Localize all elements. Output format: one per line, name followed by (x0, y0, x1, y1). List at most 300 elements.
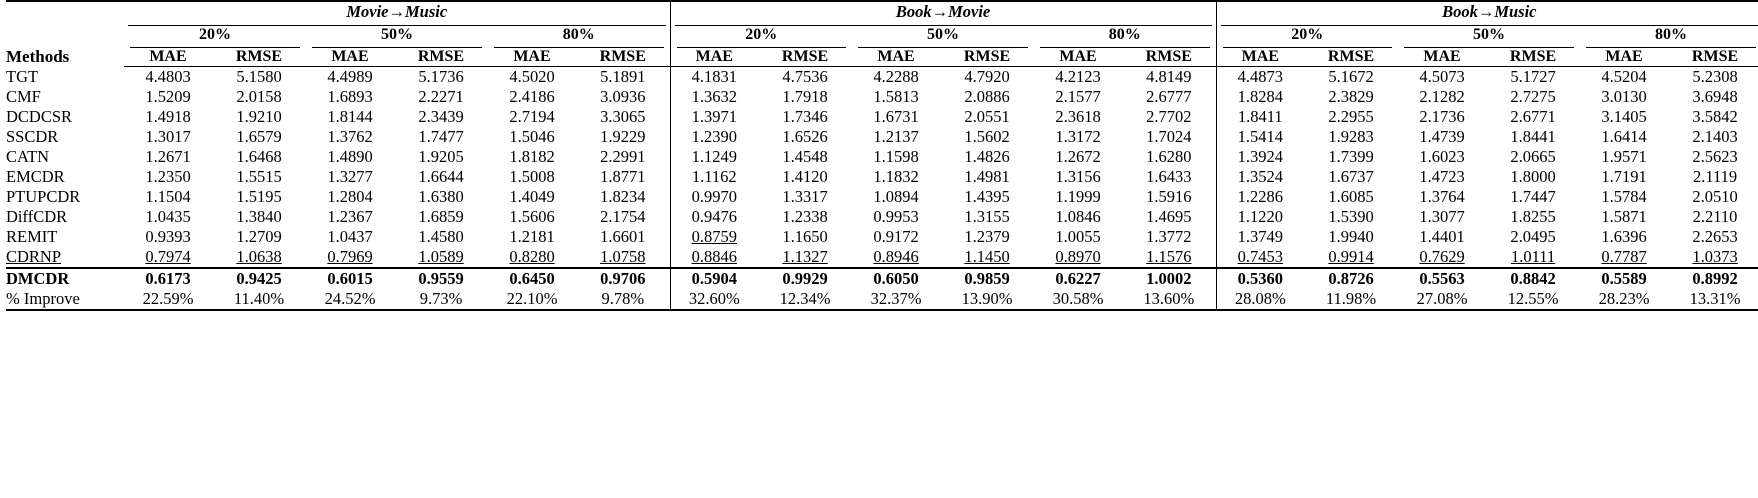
table-cell: 1.9205 (418, 147, 464, 166)
table-cell: 13.31% (1668, 289, 1758, 310)
ratio-0-0 (124, 26, 306, 48)
table-cell: 1.2390 (670, 127, 758, 147)
metric-7: RMSE (758, 48, 852, 67)
table-cell: 2.1282 (1419, 87, 1465, 106)
table-cell: 1.6601 (600, 227, 646, 246)
table-cell: 1.7024 (1146, 127, 1192, 146)
table-cell: 0.5904 (670, 268, 758, 289)
table-cell: 0.9706 (576, 268, 670, 289)
table-cell: 0.6173 (124, 268, 212, 289)
table-cell: 1.3017 (145, 127, 191, 146)
table-cell: 13.60% (1122, 289, 1216, 310)
table-row (6, 227, 1758, 247)
table-cell: 2.0510 (1692, 187, 1738, 206)
table-cell: 1.2181 (509, 227, 555, 246)
table-cell: 22.10% (488, 289, 576, 310)
table-cell: 1.1162 (670, 167, 758, 187)
table-cell: 1.5046 (509, 127, 555, 146)
table-cell: 1.8144 (327, 107, 373, 126)
table-cell: 1.1249 (670, 147, 758, 167)
table-cell: 0.9859 (940, 268, 1034, 289)
table-cell: 30.58% (1034, 289, 1122, 310)
table-cell: 1.6280 (1146, 147, 1192, 166)
table-cell: 2.2653 (1692, 227, 1738, 246)
table-cell: 1.1650 (782, 227, 828, 246)
table-cell: 4.4803 (145, 67, 191, 86)
table-cell: 0.9393 (145, 227, 191, 246)
table-cell: 11.98% (1304, 289, 1398, 310)
ratio-2-2 (1580, 26, 1758, 48)
table-cell: 1.6859 (418, 207, 464, 226)
table-cell: 1.9571 (1601, 147, 1647, 166)
table-cell: 2.2271 (418, 87, 464, 106)
table-cell (576, 247, 670, 268)
table-cell: 12.55% (1486, 289, 1580, 310)
cell-value: 0.7974 (145, 247, 191, 266)
table-cell: 32.37% (852, 289, 940, 310)
cell-value: 1.0758 (600, 247, 646, 266)
cell-value: 0.7453 (1237, 247, 1283, 266)
table-cell: 1.4890 (327, 147, 373, 166)
table-cell: 0.8726 (1304, 268, 1398, 289)
table-cell: 1.3924 (1216, 147, 1304, 167)
group-header-1 (670, 1, 1216, 26)
table-cell: 1.3172 (1055, 127, 1101, 146)
table-cell: 4.4873 (1216, 67, 1304, 88)
table-cell: 0.5589 (1580, 268, 1668, 289)
table-cell: 1.1220 (1216, 207, 1304, 227)
ratio-1-0-label: 20% (677, 26, 847, 48)
table-cell: 28.08% (1216, 289, 1304, 310)
table-cell: 1.2804 (327, 187, 373, 206)
group-header-0-label: Movie→Music (128, 2, 666, 26)
table-cell: 1.8284 (1216, 87, 1304, 107)
table-cell: 1.7399 (1328, 147, 1374, 166)
table-cell: 2.4186 (509, 87, 555, 106)
table-cell: 1.3077 (1419, 207, 1465, 226)
table-cell: 2.6771 (1510, 107, 1556, 126)
metric-5: RMSE (576, 48, 670, 67)
row-method-label: DMCDR (6, 268, 124, 289)
table-cell: 4.7920 (964, 67, 1010, 86)
cell-value: 0.8946 (873, 247, 919, 266)
table-row (6, 247, 1758, 268)
table-header (6, 1, 1758, 67)
table-cell: 1.2137 (873, 127, 919, 146)
table-cell: 4.4989 (327, 67, 373, 86)
table-cell: 1.5195 (236, 187, 282, 206)
table-cell: 1.6644 (418, 167, 464, 186)
table-cell: 1.4548 (782, 147, 828, 166)
ratio-1-0 (670, 26, 852, 48)
metric-10: MAE (1034, 48, 1122, 67)
table-cell: 5.1891 (600, 67, 646, 86)
table-cell: 1.5916 (1146, 187, 1192, 206)
table-cell: 1.5515 (236, 167, 282, 186)
table-row (6, 87, 1758, 107)
table-cell: 1.6023 (1419, 147, 1465, 166)
metric-9: RMSE (940, 48, 1034, 67)
cell-value: 1.0373 (1692, 247, 1738, 266)
table-cell: 0.9970 (670, 187, 758, 207)
results-table (6, 0, 1758, 311)
table-cell: 1.6414 (1601, 127, 1647, 146)
row-method-label: EMCDR (6, 167, 65, 186)
table-cell: 2.7275 (1510, 87, 1556, 106)
table-cell: 4.5020 (509, 67, 555, 86)
table-cell (940, 247, 1034, 268)
table-cell: 1.4918 (145, 107, 191, 126)
ratio-0-1 (306, 26, 488, 48)
table-cell: 1.7346 (782, 107, 828, 126)
table-cell: 0.6015 (306, 268, 394, 289)
table-row (6, 167, 1758, 187)
table-cell: 2.7702 (1146, 107, 1192, 126)
table-cell: 4.2288 (873, 67, 919, 86)
table-cell (1580, 247, 1668, 268)
table-cell: 1.3156 (1055, 167, 1101, 186)
table-cell: 1.8771 (600, 167, 646, 186)
table-cell: 1.2338 (782, 207, 828, 226)
table-cell: 24.52% (306, 289, 394, 310)
table-cell: 3.3065 (600, 107, 646, 126)
table-cell: 2.0665 (1510, 147, 1556, 166)
table-cell: 1.6579 (236, 127, 282, 146)
table-row (6, 147, 1758, 167)
ratio-2-1-label: 50% (1404, 26, 1574, 48)
table-cell: 9.78% (576, 289, 670, 310)
ratio-2-1 (1398, 26, 1580, 48)
table-cell: 0.5360 (1216, 268, 1304, 289)
table-cell: 1.4695 (1146, 207, 1192, 226)
table-cell: 1.3524 (1216, 167, 1304, 187)
table-cell: 3.6948 (1692, 87, 1738, 106)
table-cell: 1.4723 (1419, 167, 1465, 186)
table-cell: 2.2110 (1692, 207, 1738, 226)
table-row (6, 207, 1758, 227)
cell-value: 0.9914 (1328, 247, 1374, 266)
table-cell (1486, 247, 1580, 268)
cell-value: 0.8759 (691, 227, 737, 246)
table-cell: 1.0435 (145, 207, 191, 226)
ratio-1-1 (852, 26, 1034, 48)
table-cell: 1.3632 (670, 87, 758, 107)
table-cell: 1.3772 (1146, 227, 1192, 246)
table-cell (394, 247, 488, 268)
table-cell: 22.59% (124, 289, 212, 310)
table-cell (1668, 247, 1758, 268)
table-cell: 1.7477 (418, 127, 464, 146)
cell-value: 1.0589 (418, 247, 464, 266)
row-method-label: REMIT (6, 227, 58, 246)
metric-1: RMSE (212, 48, 306, 67)
table-cell (306, 247, 394, 268)
table-cell: 1.8441 (1510, 127, 1556, 146)
table-cell: 1.8411 (1216, 107, 1304, 127)
table-cell: 1.6396 (1601, 227, 1647, 246)
table-cell: 1.4580 (418, 227, 464, 246)
cell-value: 0.8846 (691, 247, 737, 266)
table-cell: 1.4739 (1419, 127, 1465, 146)
table-cell: 1.2709 (236, 227, 282, 246)
cell-value: 1.1576 (1146, 247, 1192, 266)
table-cell: 4.5204 (1601, 67, 1647, 86)
table-cell: 2.7194 (509, 107, 555, 126)
row-method-label: CMF (6, 87, 41, 106)
table-cell: 1.8000 (1510, 167, 1556, 186)
ratio-1-2-label: 80% (1040, 26, 1210, 48)
table-cell: 1.8182 (509, 147, 555, 166)
table-cell: 1.4049 (509, 187, 555, 206)
table-cell: 4.2123 (1055, 67, 1101, 86)
header-ratio-row (6, 26, 1758, 48)
table-cell: 13.90% (940, 289, 1034, 310)
ratio-0-2-label: 80% (494, 26, 664, 48)
table-cell: 1.2379 (964, 227, 1010, 246)
table-cell: 1.7191 (1601, 167, 1647, 186)
table-cell: 1.6893 (327, 87, 373, 106)
table-cell: 5.2308 (1692, 67, 1738, 86)
table-cell: 1.3840 (236, 207, 282, 226)
table-cell: 1.0894 (873, 187, 919, 206)
table-cell (1216, 247, 1304, 268)
table-cell: 2.1577 (1055, 87, 1101, 106)
cell-value: 1.0111 (1510, 247, 1556, 266)
table-cell: 0.8842 (1486, 268, 1580, 289)
table-row (6, 268, 1758, 289)
table-cell: 2.0158 (236, 87, 282, 106)
cell-value: 0.7787 (1601, 247, 1647, 266)
table-cell: 1.5008 (509, 167, 555, 186)
table-cell: 1.0437 (327, 227, 373, 246)
table-cell: 1.9283 (1328, 127, 1374, 146)
table-cell: 5.1580 (236, 67, 282, 86)
cell-value: 0.7969 (327, 247, 373, 266)
group-header-2-label: Book→Music (1221, 2, 1758, 26)
table-cell: 1.6731 (873, 107, 919, 126)
table-cell: 1.0055 (1055, 227, 1101, 246)
table-cell: 9.73% (394, 289, 488, 310)
row-method-text: CDRNP (6, 247, 62, 266)
table-cell: 1.4120 (782, 167, 828, 186)
table-cell: 1.6085 (1328, 187, 1374, 206)
table-cell: 0.6450 (488, 268, 576, 289)
table-row (6, 67, 1758, 88)
table-cell (212, 247, 306, 268)
metric-0: MAE (124, 48, 212, 67)
table-cell: 0.5563 (1398, 268, 1486, 289)
methods-header: Methods (6, 1, 124, 67)
table-cell: 2.0886 (964, 87, 1010, 106)
table-row (6, 107, 1758, 127)
table-cell: 5.1736 (418, 67, 464, 86)
table-cell: 1.6433 (1146, 167, 1192, 186)
row-method-label: DiffCDR (6, 207, 68, 226)
table-cell: 1.4401 (1419, 227, 1465, 246)
table-cell: 2.0551 (964, 107, 1010, 126)
group-header-2 (1216, 1, 1758, 26)
table-cell: 0.9953 (873, 207, 919, 226)
table-cell: 2.1736 (1419, 107, 1465, 126)
table-cell: 0.9476 (670, 207, 758, 227)
table-cell: 1.8234 (600, 187, 646, 206)
cell-value: 1.0638 (236, 247, 282, 266)
table-cell: 1.0002 (1122, 268, 1216, 289)
ratio-1-1-label: 50% (858, 26, 1028, 48)
ratio-0-0-label: 20% (130, 26, 300, 48)
table-cell: 1.4981 (964, 167, 1010, 186)
table-cell: 2.2955 (1328, 107, 1374, 126)
table-cell: 32.60% (670, 289, 758, 310)
row-method-label: DCDCSR (6, 107, 73, 126)
table-cell: 5.1672 (1328, 67, 1374, 86)
table-cell: 4.7536 (782, 67, 828, 86)
table-cell (1398, 247, 1486, 268)
table-cell (670, 227, 758, 247)
table-cell: 11.40% (212, 289, 306, 310)
cell-value: 1.1327 (782, 247, 828, 266)
metric-15: RMSE (1486, 48, 1580, 67)
table-cell: 2.5623 (1692, 147, 1738, 166)
table-cell: 1.5784 (1601, 187, 1647, 206)
table-cell: 0.9929 (758, 268, 852, 289)
table-cell (1122, 247, 1216, 268)
table-cell: 27.08% (1398, 289, 1486, 310)
table-cell (852, 247, 940, 268)
table-cell (670, 247, 758, 268)
table-cell: 2.1754 (600, 207, 646, 226)
table-cell: 1.9229 (600, 127, 646, 146)
table-cell: 1.5813 (873, 87, 919, 106)
table-cell: 1.3277 (327, 167, 373, 186)
header-group-row (6, 1, 1758, 26)
table-cell: 5.1727 (1510, 67, 1556, 86)
metric-11: RMSE (1122, 48, 1216, 67)
table-cell (1304, 247, 1398, 268)
table-cell: 1.3764 (1419, 187, 1465, 206)
table-cell: 4.5073 (1419, 67, 1465, 86)
table-cell: 1.3749 (1216, 227, 1304, 247)
row-method-label: CATN (6, 147, 50, 166)
ratio-0-2 (488, 26, 670, 48)
cell-value: 1.1450 (964, 247, 1010, 266)
table-cell: 1.9210 (236, 107, 282, 126)
ratio-1-2 (1034, 26, 1216, 48)
table-cell: 1.5871 (1601, 207, 1647, 226)
ratio-2-0-label: 20% (1223, 26, 1393, 48)
table-cell: 1.1999 (1055, 187, 1101, 206)
ratio-2-0 (1216, 26, 1398, 48)
table-cell: 2.3829 (1328, 87, 1374, 106)
table-cell: 2.3439 (418, 107, 464, 126)
table-cell: 1.2367 (327, 207, 373, 226)
table-cell: 1.5209 (145, 87, 191, 106)
row-method-label (6, 247, 124, 268)
table-cell: 2.0495 (1510, 227, 1556, 246)
table-cell: 1.9940 (1328, 227, 1374, 246)
row-method-label: PTUPCDR (6, 187, 81, 206)
table-cell: 3.1405 (1601, 107, 1647, 126)
row-method-label: SSCDR (6, 127, 59, 146)
table-cell: 28.23% (1580, 289, 1668, 310)
table-cell: 1.2671 (145, 147, 191, 166)
table-cell: 1.8255 (1510, 207, 1556, 226)
table-cell: 1.7447 (1510, 187, 1556, 206)
table-cell: 1.6737 (1328, 167, 1374, 186)
table-cell: 1.5606 (509, 207, 555, 226)
group-header-1-label: Book→Movie (675, 2, 1212, 26)
table-cell: 0.9425 (212, 268, 306, 289)
metric-3: RMSE (394, 48, 488, 67)
table-cell: 1.2350 (145, 167, 191, 186)
table-cell: 1.5390 (1328, 207, 1374, 226)
table-cell: 2.1403 (1692, 127, 1738, 146)
table-cell (124, 247, 212, 268)
table-cell (758, 247, 852, 268)
table-row (6, 187, 1758, 207)
ratio-2-2-label: 80% (1586, 26, 1756, 48)
table-cell: 3.5842 (1692, 107, 1738, 126)
table-cell: 2.3618 (1055, 107, 1101, 126)
group-header-0 (124, 1, 670, 26)
table-row (6, 289, 1758, 310)
table-cell: 0.9172 (873, 227, 919, 246)
metric-16: MAE (1580, 48, 1668, 67)
table-cell: 1.3317 (782, 187, 828, 206)
table-cell: 0.6050 (852, 268, 940, 289)
table-cell: 4.1831 (670, 67, 758, 88)
table-cell: 4.8149 (1146, 67, 1192, 86)
metric-14: MAE (1398, 48, 1486, 67)
table-cell: 1.2672 (1055, 147, 1101, 166)
table-cell: 1.7918 (782, 87, 828, 106)
table-cell: 3.0936 (600, 87, 646, 106)
metric-17: RMSE (1668, 48, 1758, 67)
table-cell: 1.3971 (670, 107, 758, 127)
cell-value: 0.8280 (509, 247, 555, 266)
table-cell (1034, 247, 1122, 268)
table-body (6, 67, 1758, 311)
table-cell: 2.6777 (1146, 87, 1192, 106)
table-cell: 1.3762 (327, 127, 373, 146)
table-cell: 1.5414 (1216, 127, 1304, 147)
table-cell: 1.0846 (1055, 207, 1101, 226)
metric-2: MAE (306, 48, 394, 67)
table-row (6, 127, 1758, 147)
table-cell: 3.0130 (1601, 87, 1647, 106)
header-metric-row (6, 48, 1758, 67)
table-cell: 2.1119 (1692, 167, 1738, 186)
cell-value: 0.7629 (1419, 247, 1465, 266)
table-cell: 0.8992 (1668, 268, 1758, 289)
cell-value: 0.8970 (1055, 247, 1101, 266)
metric-12: MAE (1216, 48, 1304, 67)
table-cell: 1.1832 (873, 167, 919, 186)
table-cell: 1.4826 (964, 147, 1010, 166)
row-method-label: % Improve (6, 289, 124, 310)
metric-6: MAE (670, 48, 758, 67)
metric-13: RMSE (1304, 48, 1398, 67)
metric-4: MAE (488, 48, 576, 67)
table-cell: 2.2991 (600, 147, 646, 166)
table-cell: 1.2286 (1216, 187, 1304, 207)
row-method-label: TGT (6, 67, 39, 86)
table-cell: 1.4395 (964, 187, 1010, 206)
table-cell: 12.34% (758, 289, 852, 310)
table-cell: 1.5602 (964, 127, 1010, 146)
table-cell: 0.9559 (394, 268, 488, 289)
table-cell: 1.3155 (964, 207, 1010, 226)
